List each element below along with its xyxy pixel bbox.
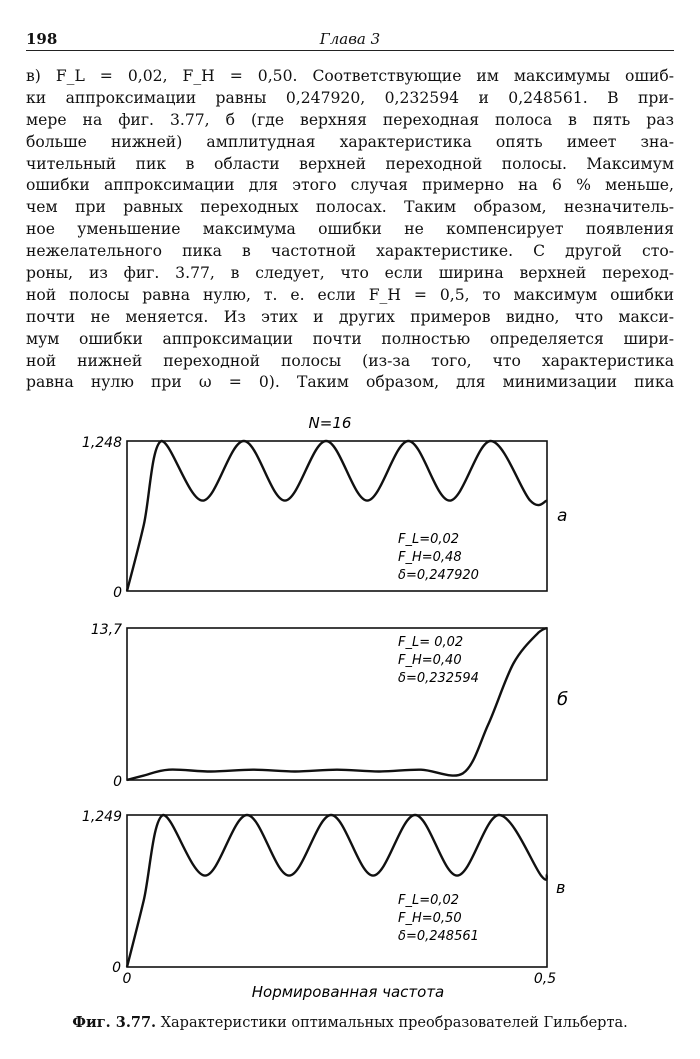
text-line: равна нулю при ω = 0). Таким образом, для минимизации пика <box>26 373 674 392</box>
text-line: чительный пик в области верхней переходной полосы. Максимум <box>26 154 674 173</box>
panel-c-curve <box>127 815 547 967</box>
panel-a-ytick-top: 1,248 <box>81 435 122 451</box>
panel-a-annotation: F_H=0,48 <box>398 550 462 565</box>
text-line: мум ошибки аппроксимации почти полностью определяется шири- <box>26 329 674 348</box>
panel-c <box>82 809 566 987</box>
panel-a-annotation: δ=0,247920 <box>398 568 479 583</box>
text-line: ошибки аппроксимации для этого случая примерно на 6 % меньше, <box>26 176 674 195</box>
panel-a-label: а <box>557 506 568 526</box>
panel-a-frame <box>127 441 547 591</box>
x-tick-right: 0,5 <box>533 971 557 987</box>
text-line: ной полосы равна нулю, т. е. если F_H = 0,5, то максимум ошибки <box>26 285 674 304</box>
panel-b-ytick-bottom: 0 <box>113 774 122 790</box>
panel-a-annotation: F_L=0,02 <box>398 532 460 547</box>
figure-title: N=16 <box>308 414 352 432</box>
chapter-title: Глава 3 <box>319 30 381 48</box>
text-line: ное уменьшение максимума ошибки не компенсирует появления <box>26 220 674 239</box>
figure-caption <box>0 1014 700 1031</box>
panel-c-frame <box>127 815 547 967</box>
panel-a <box>82 435 568 601</box>
panel-b-label: б <box>557 689 569 710</box>
text-line: больше нижней) амплитудная характеристика опять имеет зна- <box>26 132 674 151</box>
text-line: ки аппроксимации равны 0,247920, 0,232594 и 0,248561. В при- <box>26 88 674 107</box>
text-line: чем при равных переходных полосах. Таким образом, незначитель- <box>26 198 674 217</box>
panel-b <box>91 622 568 790</box>
panel-a-curve <box>127 441 547 591</box>
caption-text: Характеристики оптимальных преобразователей Гильберта. <box>160 1015 628 1031</box>
panel-c-label: в <box>556 878 566 897</box>
panel-b-annotation: F_L= 0,02 <box>398 635 464 650</box>
text-line: почти не меняется. Из этих и других примеров видно, что макси- <box>26 307 674 326</box>
panel-a-ytick-bottom: 0 <box>113 585 122 601</box>
panel-b-curve <box>127 628 547 780</box>
panel-c-ytick-bottom: 0 <box>112 960 121 976</box>
panel-c-ytick-top: 1,249 <box>81 809 122 825</box>
page-number: 198 <box>26 30 58 48</box>
text-line: в) F_L = 0,02, F_H = 0,50. Соответствующие им максимумы ошиб- <box>26 67 674 85</box>
text-line: мере на фиг. 3.77, б (где верхняя переходная полоса в пять раз <box>26 110 674 129</box>
panel-c-annotation: δ=0,248561 <box>398 929 479 944</box>
panel-c-annotation: F_L=0,02 <box>398 893 460 908</box>
panel-b-frame <box>127 628 547 780</box>
panel-b-ytick-top: 13,7 <box>90 622 122 638</box>
panel-c-annotation: F_H=0,50 <box>398 911 462 926</box>
panel-b-annotation: F_H=0,40 <box>398 653 462 668</box>
x-tick-left: 0 <box>122 971 132 987</box>
text-line: нежелательного пика в частотной характеристике. С другой сто- <box>26 242 674 261</box>
text-line: роны, из фиг. 3.77, в следует, что если ширина верхней переход- <box>26 264 674 283</box>
x-axis-label: Нормированная частота <box>251 983 445 1001</box>
text-line: ной нижней переходной полосы (из-за того, что характеристика <box>26 351 674 370</box>
panel-b-annotation: δ=0,232594 <box>398 671 479 686</box>
caption-label: Фиг. 3.77. <box>72 1014 157 1031</box>
